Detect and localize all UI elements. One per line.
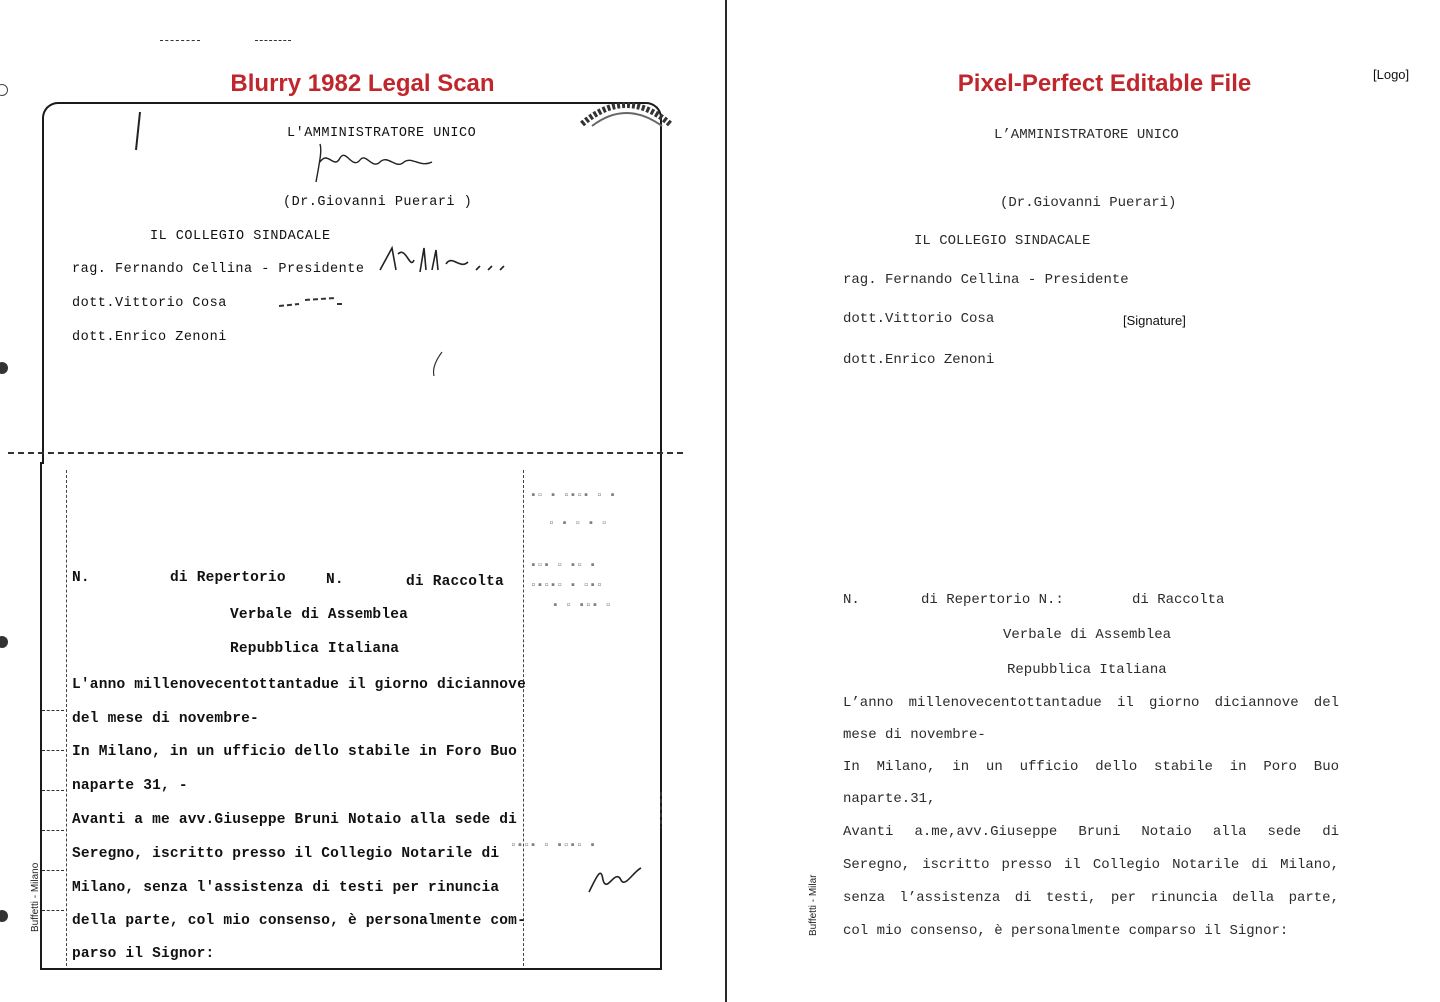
member-cosa: dott.Vittorio Cosa xyxy=(843,311,995,327)
scan-verbale-heading: Verbale di Assemblea xyxy=(230,607,409,623)
punch-hole xyxy=(0,910,8,922)
editable-panel-title: Pixel-Perfect Editable File xyxy=(957,70,1252,97)
stamp-smudge: ▪▫▪ ▫ ▪▫ ▪ xyxy=(530,560,597,572)
scan-body-line: Milano, senza l'assistenza di testi per rinuncia xyxy=(72,880,500,896)
scan-noise xyxy=(255,40,291,41)
margin-rule xyxy=(523,470,524,966)
pen-mark xyxy=(130,110,146,154)
scan-n-label: N. xyxy=(72,570,90,586)
editable-panel xyxy=(727,0,1440,1002)
member-zenoni: dott.Enrico Zenoni xyxy=(843,352,995,368)
logo-placeholder: [Logo] xyxy=(1373,67,1410,82)
stamp-smudge: ▫▪▫▪▫ ▪ ▫▪▫ xyxy=(530,580,603,592)
margin-note: Buffetti - Milar xyxy=(808,874,819,936)
scan-member-cosa: dott.Vittorio Cosa xyxy=(72,296,227,311)
pen-mark xyxy=(428,350,448,380)
collegio-heading: IL COLLEGIO SINDACALE xyxy=(914,233,1091,249)
scan-panel-title: Blurry 1982 Legal Scan xyxy=(230,70,495,97)
body-line: Seregno, iscritto presso il Collegio Notarile di Milano, xyxy=(843,857,1339,873)
signature-notaio xyxy=(585,862,645,898)
scan-body-line: In Milano, in un ufficio dello stabile in Foro Buo xyxy=(72,744,518,760)
scan-noise xyxy=(42,790,64,791)
scan-administratore-heading: L'AMMINISTRATORE UNICO xyxy=(287,126,477,141)
repubblica-heading: Repubblica Italiana xyxy=(1007,662,1167,678)
scan-repertorio-label: di Repertorio xyxy=(170,570,286,586)
scan-noise xyxy=(42,750,64,751)
body-line: senza l’assistenza di testi, per rinuncia della parte, xyxy=(843,890,1339,906)
scan-noise xyxy=(42,870,64,871)
scan-noise xyxy=(42,710,64,711)
scan-body-line: parso il Signor: xyxy=(72,946,215,962)
pen-mark xyxy=(654,790,668,830)
scan-collegio-heading: IL COLLEGIO SINDACALE xyxy=(150,229,331,244)
scan-member-presidente: rag. Fernando Cellina - Presidente xyxy=(72,262,365,277)
stamp-smudge: ▫ ▪ ▫ ▪ ▫ xyxy=(548,518,608,530)
administratore-name: (Dr.Giovanni Puerari) xyxy=(1000,195,1177,211)
stamp-smudge: ▪ ▫ ▪▫▪ ▫ xyxy=(552,600,612,612)
stamp-mark xyxy=(578,96,674,130)
margin-rule xyxy=(66,470,67,966)
punch-hole xyxy=(0,362,8,374)
scan-body-line: della parte, col mio consenso, è personalmente com- xyxy=(72,913,526,929)
scan-administratore-name: (Dr.Giovanni Puerari ) xyxy=(283,195,473,210)
signature-administratore xyxy=(308,140,438,190)
administratore-heading: L’AMMINISTRATORE UNICO xyxy=(994,127,1179,143)
scan-margin-note: Buffetti - Milano xyxy=(30,862,41,932)
scan-noise xyxy=(42,830,64,831)
body-line: mese di novembre- xyxy=(843,727,986,743)
body-line: col mio consenso, è personalmente comparso il Signor: xyxy=(843,923,1289,939)
scan-body-line: del mese di novembre- xyxy=(72,711,259,727)
verbale-heading: Verbale di Assemblea xyxy=(1003,627,1172,643)
body-line: naparte.31, xyxy=(843,791,936,807)
scan-body-line: naparte 31, - xyxy=(72,778,188,794)
page-separator xyxy=(8,452,683,454)
raccolta-label: di Raccolta xyxy=(1132,592,1225,608)
scan-member-zenoni: dott.Enrico Zenoni xyxy=(72,330,227,345)
body-line: In Milano, in un ufficio dello stabile in Poro Buo xyxy=(843,759,1339,775)
scan-repubblica-heading: Repubblica Italiana xyxy=(230,641,400,657)
signature-placeholder: [Signature] xyxy=(1123,313,1186,328)
scan-body-line: Avanti a me avv.Giuseppe Bruni Notaio alla sede di xyxy=(72,812,518,828)
scan-noise xyxy=(160,40,200,41)
body-line: Avanti a.me,avv.Giuseppe Bruni Notaio alla sede di xyxy=(843,824,1339,840)
stamp-smudge: ▫▪▫▪ ▫ ▪▫▪▫ ▪ xyxy=(510,840,596,852)
scan-body-line: L'anno millenovecentottantadue il giorno diciannove xyxy=(72,677,526,693)
scan-body-line: Seregno, iscritto presso il Collegio Notarile di xyxy=(72,846,500,862)
scan-noise xyxy=(42,910,64,911)
member-presidente: rag. Fernando Cellina - Presidente xyxy=(843,272,1129,288)
scan-raccolta-label: di Raccolta xyxy=(406,574,504,590)
punch-hole xyxy=(0,636,8,648)
signature-cosa xyxy=(275,292,355,312)
scan-n2-label: N. xyxy=(326,572,344,588)
signature-cellina xyxy=(376,240,511,280)
stamp-smudge: ▪▫ ▪ ▫▪▫▪ ▫ ▪ xyxy=(530,490,616,502)
repertorio-label: di Repertorio N.: xyxy=(921,592,1064,608)
n-label: N. xyxy=(843,592,860,608)
body-line: L’anno millenovecentottantadue il giorno diciannove del xyxy=(843,695,1339,711)
